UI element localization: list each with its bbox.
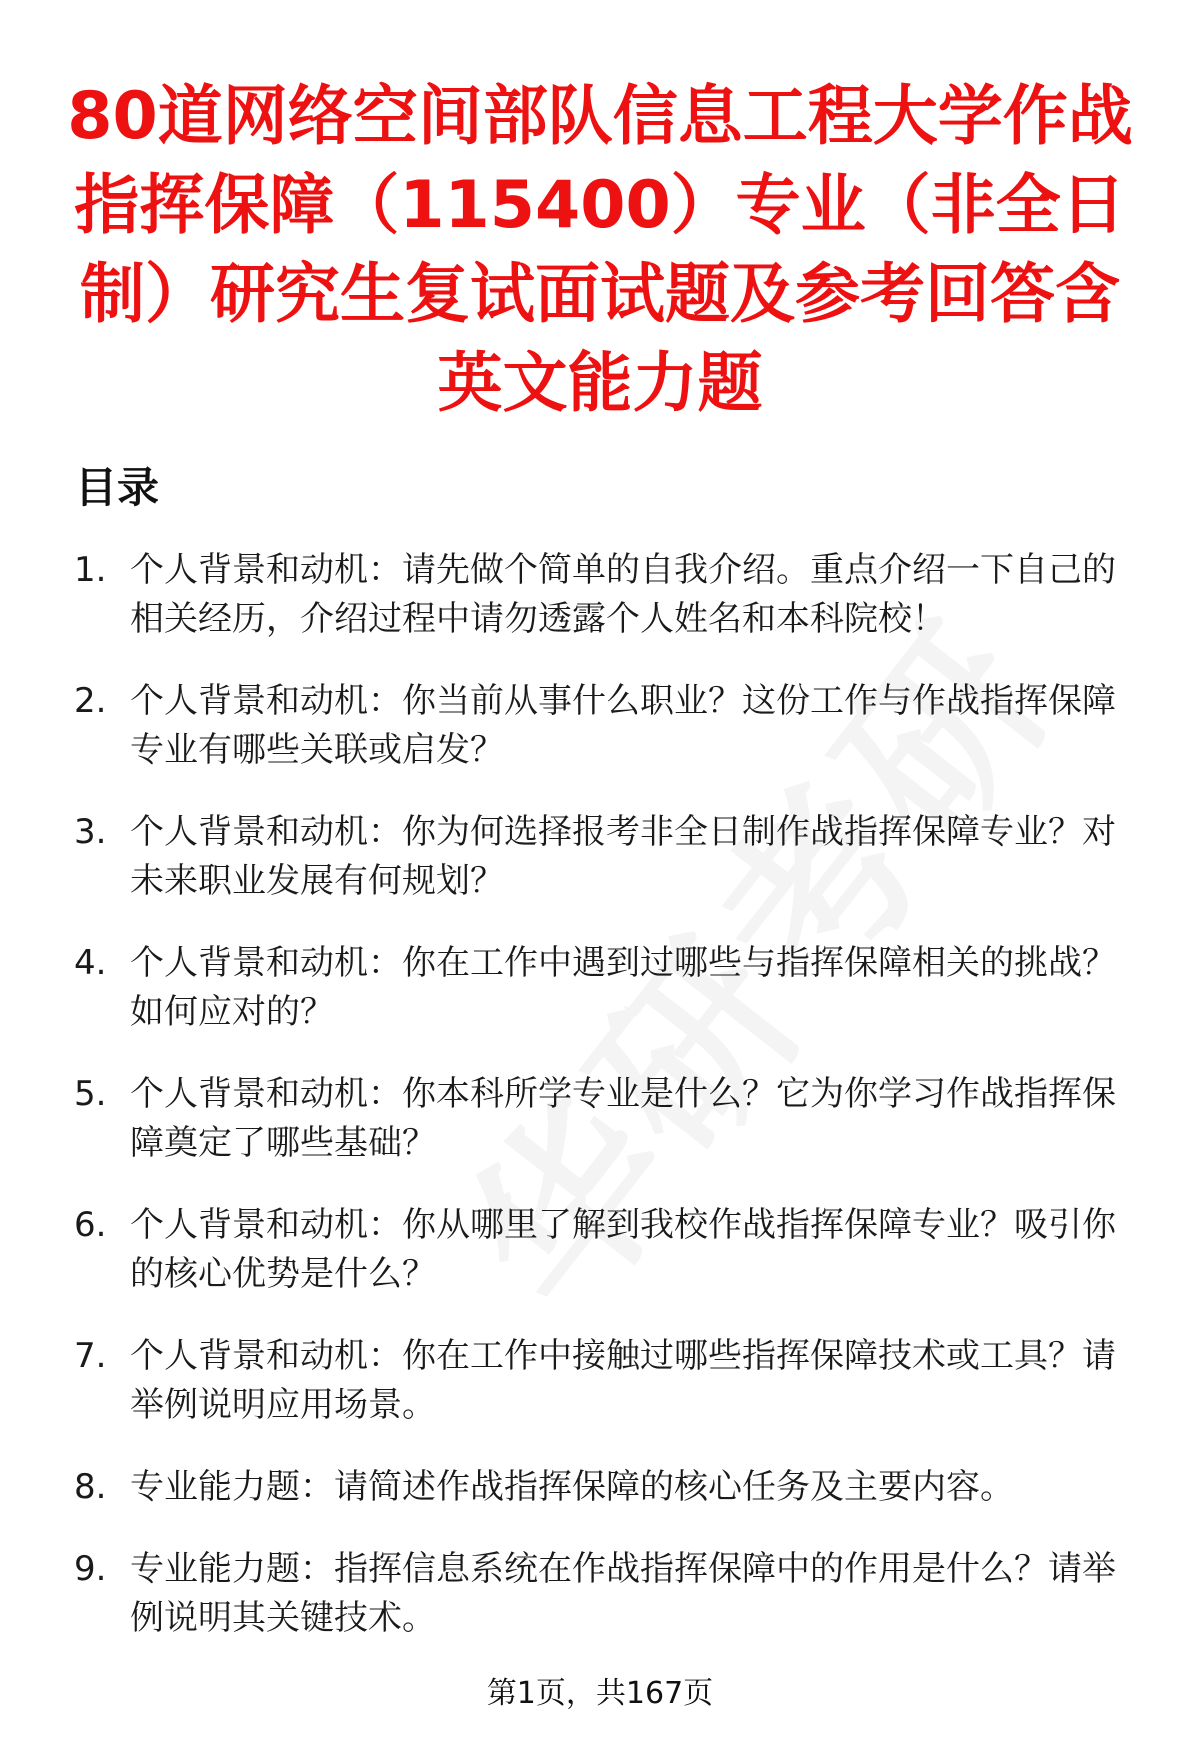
toc-item-text: 个人背景和动机：你本科所学专业是什么？它为你学习作战指挥保障奠定了哪些基础？ — [130, 1074, 1116, 1163]
toc-item[interactable] — [70, 546, 1145, 644]
toc-item[interactable] — [70, 939, 1145, 1037]
document-title: 80道网络空间部队信息工程大学作战指挥保障（115400）专业（非全日制）研究生复试面试题及参考回答含英文能力题 — [67, 79, 1133, 421]
toc-item-number: 1. — [74, 550, 107, 590]
toc-item-number: 5. — [74, 1074, 107, 1114]
toc-item-text: 个人背景和动机：请先做个简单的自我介绍。重点介绍一下自己的相关经历，介绍过程中请勿透露个人姓名和本科院校！ — [130, 550, 1116, 639]
toc-item-number: 7. — [74, 1336, 107, 1376]
toc-item-text: 个人背景和动机：你在工作中接触过哪些指挥保障技术或工具？请举例说明应用场景。 — [130, 1336, 1116, 1425]
toc-item-number: 2. — [74, 681, 107, 721]
toc-item-number: 6. — [74, 1205, 107, 1245]
table-of-contents — [70, 546, 1145, 1676]
toc-item[interactable] — [70, 808, 1145, 906]
toc-item[interactable] — [70, 677, 1145, 775]
toc-heading: 目录 — [75, 463, 160, 512]
toc-item-number: 9. — [74, 1549, 107, 1589]
toc-item-text: 专业能力题：指挥信息系统在作战指挥保障中的作用是什么？请举例说明其关键技术。 — [130, 1549, 1116, 1638]
toc-item-text: 专业能力题：请简述作战指挥保障的核心任务及主要内容。 — [130, 1467, 1014, 1507]
toc-item-number: 4. — [74, 943, 107, 983]
toc-item-text: 个人背景和动机：你在工作中遇到过哪些与指挥保障相关的挑战？如何应对的？ — [130, 943, 1116, 1032]
toc-item-number: 8. — [74, 1467, 107, 1507]
page-number-footer: 第1页，共167页 — [486, 1676, 714, 1711]
toc-item[interactable] — [70, 1332, 1145, 1430]
toc-item-text: 个人背景和动机：你从哪里了解到我校作战指挥保障专业？吸引你的核心优势是什么？ — [130, 1205, 1116, 1294]
toc-item[interactable] — [70, 1545, 1145, 1643]
toc-item-text: 个人背景和动机：你为何选择报考非全日制作战指挥保障专业？对未来职业发展有何规划？ — [130, 812, 1116, 901]
toc-item[interactable] — [70, 1463, 1145, 1512]
toc-item[interactable] — [70, 1070, 1145, 1168]
toc-item-text: 个人背景和动机：你当前从事什么职业？这份工作与作战指挥保障专业有哪些关联或启发？ — [130, 681, 1116, 770]
toc-item-number: 3. — [74, 812, 107, 852]
toc-item[interactable] — [70, 1201, 1145, 1299]
